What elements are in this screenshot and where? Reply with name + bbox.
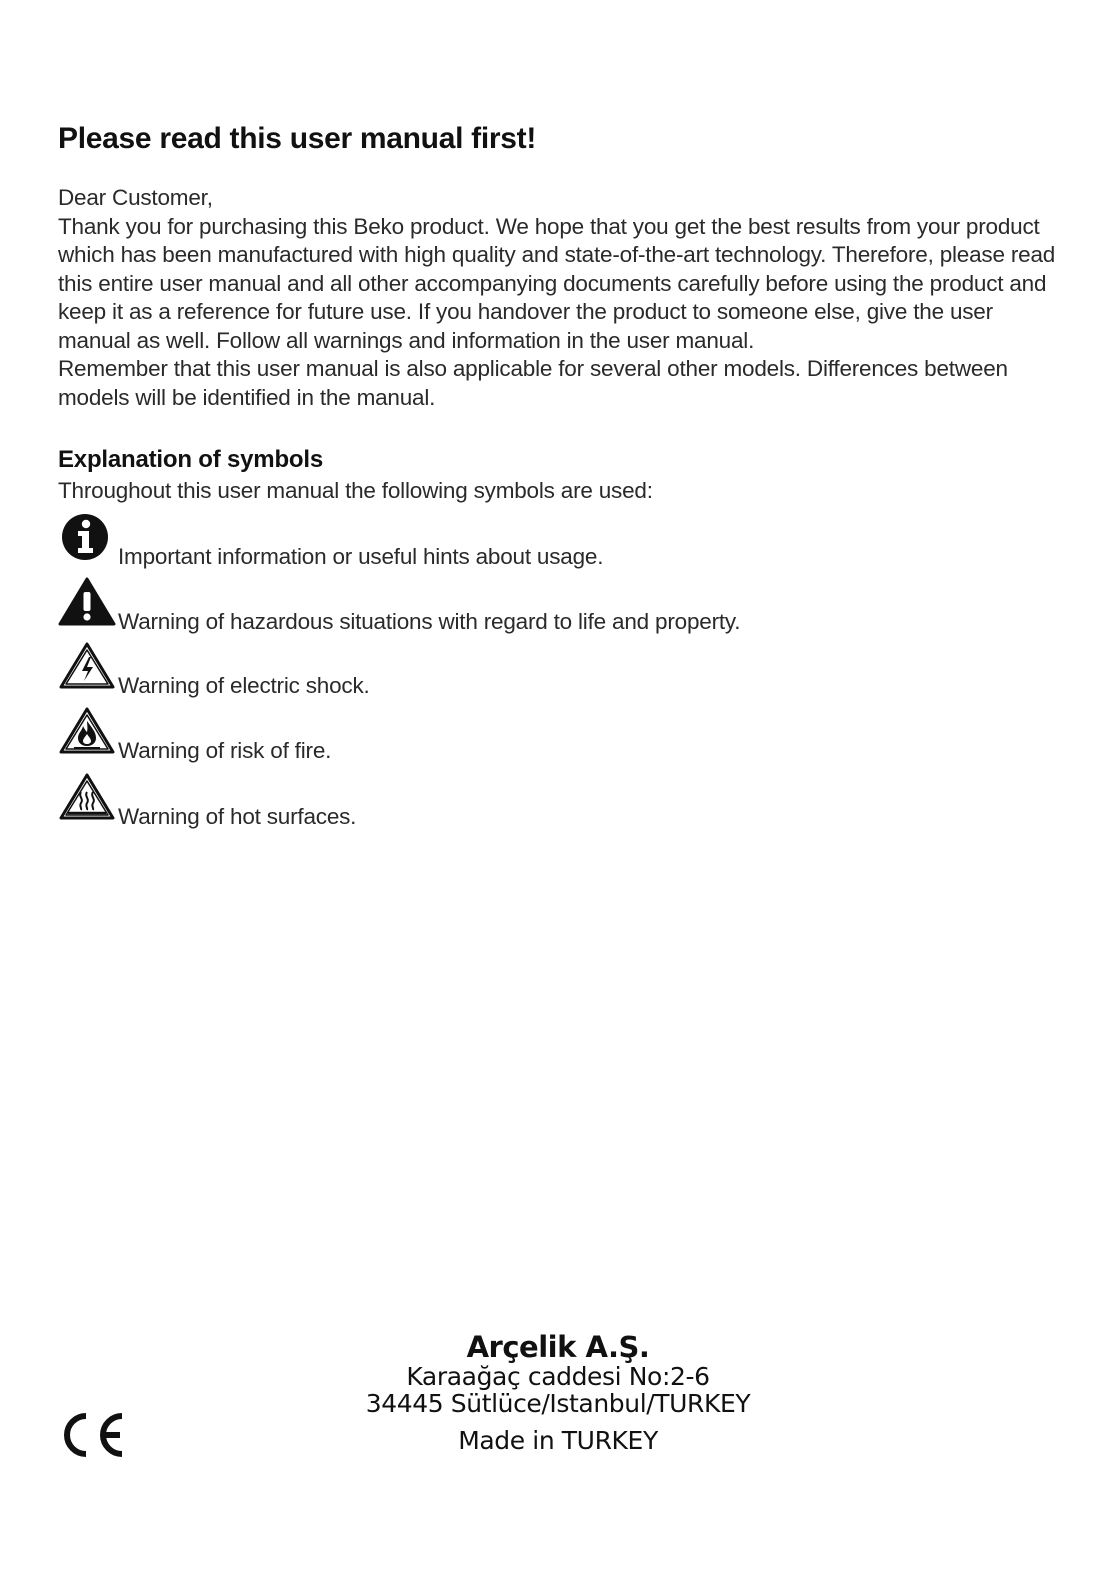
symbol-text-info: Important information or useful hints about usage. (118, 544, 604, 569)
made-in: Made in TURKEY (458, 1426, 658, 1455)
warning-icon (58, 577, 116, 632)
company-street: Karaağaç caddesi No:2-6 (406, 1362, 710, 1391)
symbol-item-warning (58, 577, 958, 637)
hot-surface-icon (58, 772, 116, 827)
symbol-item-info (58, 512, 958, 572)
company-name: Arçelik A.Ş. (466, 1330, 650, 1364)
symbols-heading: Explanation of symbols (58, 446, 323, 473)
intro-text (58, 184, 1058, 412)
symbol-item-electric (58, 641, 958, 701)
symbols-lead: Throughout this user manual the following symbols are used: (58, 478, 653, 503)
company-city: 34445 Sütlüce/Istanbul/TURKEY (365, 1389, 751, 1418)
page-title: Please read this user manual first! (58, 122, 537, 155)
symbol-item-hot-surface (58, 772, 958, 832)
symbol-item-fire (58, 706, 958, 766)
greeting: Dear Customer, (58, 185, 213, 210)
info-icon (58, 512, 112, 571)
symbol-text-electric: Warning of electric shock. (118, 673, 370, 698)
symbol-text-warning: Warning of hazardous situations with regard to life and property. (118, 609, 741, 634)
intro-paragraph-1: Thank you for purchasing this Beko product. We hope that you get the best results from your product which has been manufactured with high quality and state-of-the-art technology. Therefore, please read this entire user manual and all other accompanying documents carefully before using the product and keep it as a reference for future use. If you handover the product to someone else, give the user manual as well. Follow all warnings and information in the user manual. (58, 213, 1056, 353)
fire-icon (58, 706, 116, 761)
ce-mark (56, 1410, 128, 1465)
symbol-text-hot-surface: Warning of hot surfaces. (118, 804, 357, 829)
symbol-text-fire: Warning of risk of fire. (118, 738, 332, 763)
electric-shock-icon (58, 641, 116, 696)
intro-paragraph-2: Remember that this user manual is also applicable for several other models. Differences between models will be identified in the manual. (58, 356, 1008, 410)
